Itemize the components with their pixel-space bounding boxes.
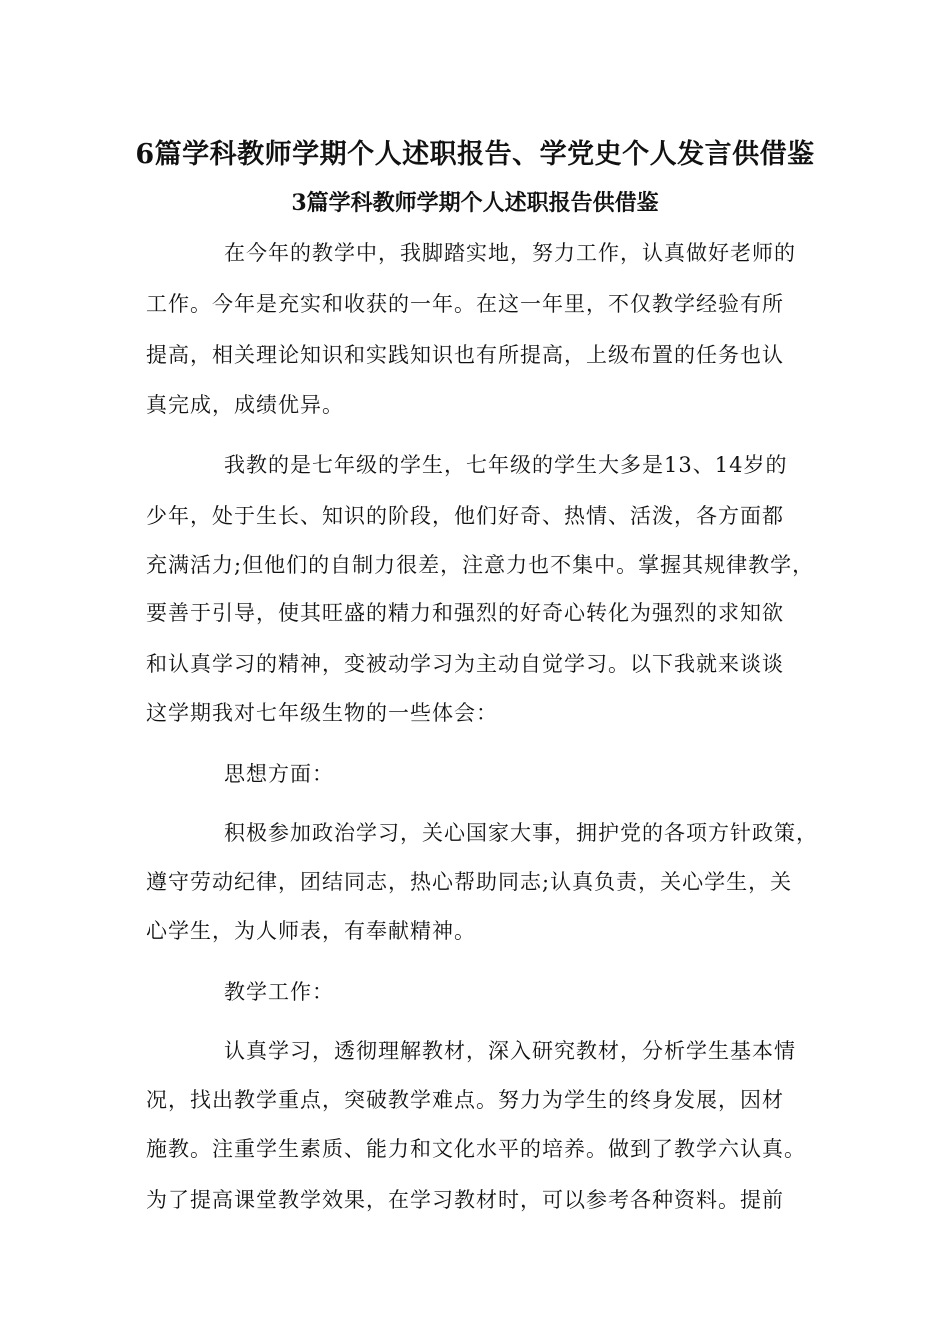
document-title: 6篇学科教师学期个人述职报告、学党史个人发言供借鉴 — [135, 139, 815, 170]
paragraph-line: 施教。注重学生素质、能力和文化水平的培养。做到了教学六认真。 — [146, 1137, 806, 1161]
document-subtitle: 3篇学科教师学期个人述职报告供借鉴 — [291, 190, 659, 216]
section-heading: 教学工作： — [224, 980, 334, 1004]
paragraph-line: 和认真学习的精神，变被动学习为主动自觉学习。以下我就来谈谈 — [146, 652, 784, 676]
paragraph-line: 积极参加政治学习，关心国家大事，拥护党的各项方针政策， — [224, 821, 818, 845]
paragraph-line: 认真学习，透彻理解教材，深入研究教材，分析学生基本情 — [224, 1039, 796, 1063]
paragraph-line: 这学期我对七年级生物的一些体会： — [146, 701, 498, 725]
paragraph-line: 要善于引导，使其旺盛的精力和强烈的好奇心转化为强烈的求知欲 — [146, 601, 784, 625]
paragraph-line: 少年，处于生长、知识的阶段，他们好奇、热情、活泼，各方面都 — [146, 504, 784, 528]
section-heading: 思想方面： — [224, 762, 334, 786]
paragraph-line: 充满活力;但他们的自制力很差，注意力也不集中。掌握其规律教学， — [146, 553, 815, 577]
paragraph-line: 在今年的教学中，我脚踏实地，努力工作，认真做好老师的 — [224, 241, 796, 265]
paragraph-line: 况，找出教学重点，突破教学难点。努力为学生的终身发展，因材 — [146, 1088, 784, 1112]
paragraph-line: 遵守劳动纪律，团结同志，热心帮助同志;认真负责，关心学生，关 — [146, 870, 793, 894]
paragraph-line: 工作。今年是充实和收获的一年。在这一年里，不仅教学经验有所 — [146, 292, 784, 316]
paragraph-line: 我教的是七年级的学生，七年级的学生大多是13、14岁的 — [224, 453, 788, 477]
paragraph-line: 真完成，成绩优异。 — [146, 393, 344, 417]
paragraph-line: 提高，相关理论知识和实践知识也有所提高，上级布置的任务也认 — [146, 343, 784, 367]
paragraph-line: 为了提高课堂教学效果，在学习教材时，可以参考各种资料。提前 — [146, 1188, 784, 1212]
paragraph-line: 心学生，为人师表，有奉献精神。 — [146, 919, 476, 943]
